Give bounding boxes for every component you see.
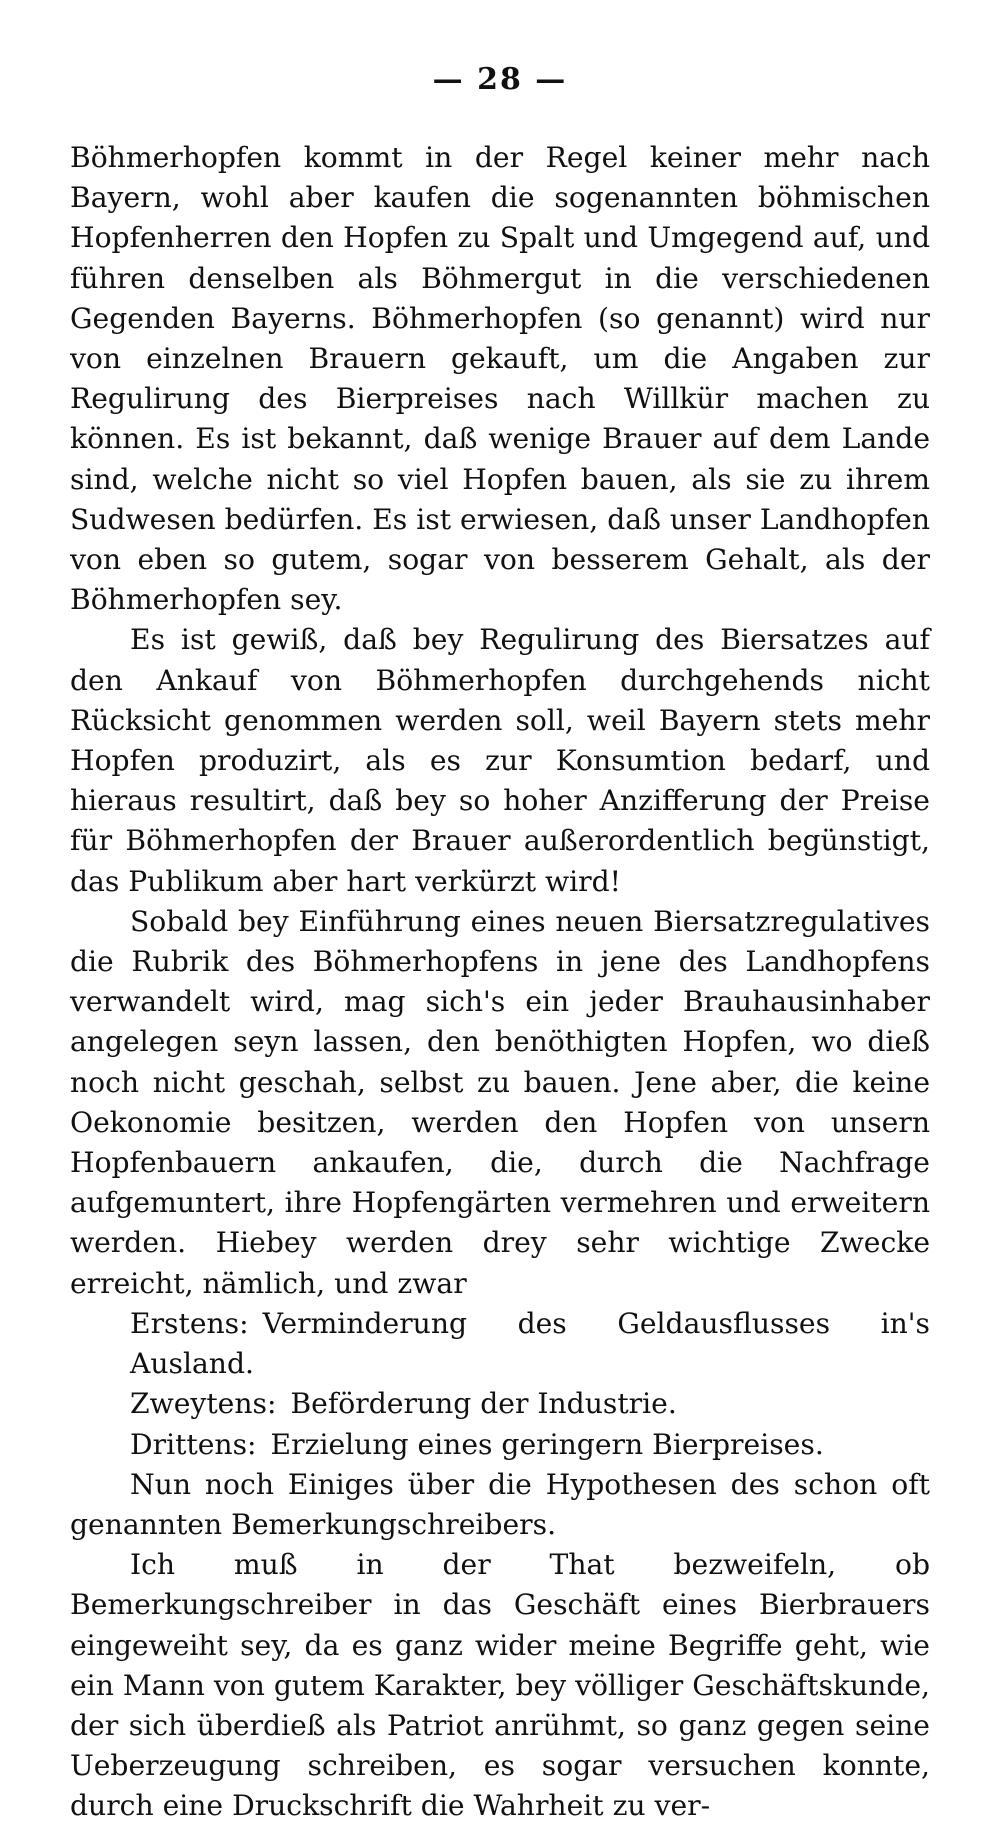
page-number: — 28 —	[432, 62, 568, 97]
paragraph: Sobald bey Einführung eines neuen Biersatzregulatives die Rubrik des Böhmerhopfens in jene des Landhopfens verwandelt wird, mag sich's ein jeder Brauhausinhaber angelegen seyn lassen, den benöthigten Hopfen, wo dieß noch nicht geschah, selbst zu bauen. Jene aber, die keine Oekonomie besitzen, werden den Hopfen von unsern Hopfenbauern ankaufen, die, durch die Nachfrage aufgemuntert, ihre Hopfengärten vermehren und erweitern werden. Hiebey werden drey sehr wichtige Zwecke erreicht, nämlich, und zwar	[70, 904, 930, 1300]
list-item	[70, 1425, 930, 1465]
list-item	[70, 1384, 930, 1424]
paragraph: Ich muß in der That bezweifeln, ob Bemerkungschreiber in das Geschäft eines Bierbrauers eingeweiht sey, da es ganz wider meine Begriffe geht, wie ein Mann von gutem Karakter, bey völliger Geschäftskunde, der sich überdieß als Patriot anrühmt, so ganz gegen seine Ueberzeugung schreiben, es sogar versuchen konnte, durch eine Druckschrift die Wahrheit zu ver-	[70, 1548, 930, 1823]
list-item-label: Erstens:	[130, 1306, 249, 1340]
enumerated-list	[70, 1304, 930, 1465]
body-text	[70, 138, 930, 1827]
list-item-label: Drittens:	[130, 1427, 257, 1461]
list-item-text: Verminderung des Geldausflusses in's Ausland.	[130, 1306, 930, 1381]
paragraph: Böhmerhopfen kommt in der Regel keiner mehr nach Bayern, wohl aber kaufen die sogenannten böhmischen Hopfenherren den Hopfen zu Spalt und Umgegend auf, und führen denselben als Böhmergut in die verschiedenen Gegenden Bayerns. Böhmerhopfen (so genannt) wird nur von einzelnen Brauern gekauft, um die Angaben zur Regulirung des Bierpreises nach Willkür machen zu können. Es ist bekannt, daß wenige Brauer auf dem Lande sind, welche nicht so viel Hopfen bauen, als sie zu ihrem Sudwesen bedürfen. Es ist erwiesen, daß unser Landhopfen von eben so gutem, sogar von besserem Gehalt, als der Böhmerhopfen sey.	[70, 141, 930, 617]
paragraph: Nun noch Einiges über die Hypothesen des schon oft genannten Bemerkungschreibers.	[70, 1467, 930, 1541]
list-item-text: Beförderung der Industrie.	[290, 1387, 677, 1421]
list-item	[70, 1304, 930, 1384]
list-item-text: Erzielung eines geringern Bierpreises.	[270, 1427, 824, 1461]
paragraph: Es ist gewiß, daß bey Regulirung des Biersatzes auf den Ankauf von Böhmerhopfen durchgehends nicht Rücksicht genommen werden soll, weil Bayern stets mehr Hopfen produzirt, als es zur Konsumtion bedarf, und hieraus resultirt, daß bey so hoher Anzifferung der Preise für Böhmerhopfen der Brauer außerordentlich begünstigt, das Publikum aber hart verkürzt wird!	[70, 623, 930, 898]
list-item-label: Zweytens:	[130, 1387, 277, 1421]
